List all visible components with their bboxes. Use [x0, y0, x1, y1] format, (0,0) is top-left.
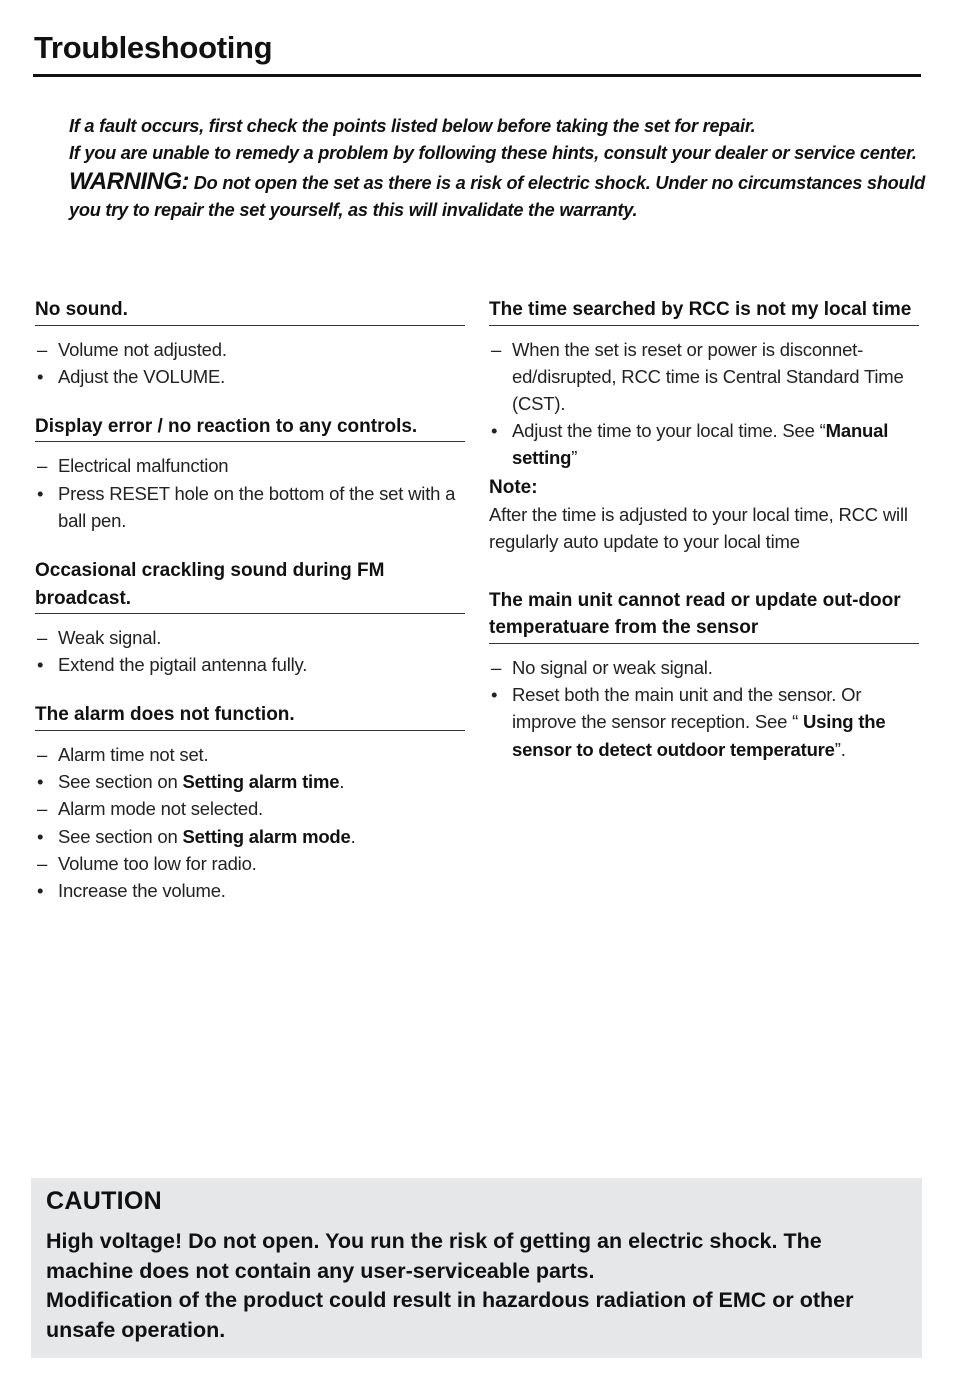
dash-mark: –: [37, 743, 48, 765]
fix-suffix: .: [350, 825, 356, 847]
fix-text: Adjust the time to your local time. See “: [512, 420, 826, 442]
section-no-sound: [35, 296, 465, 390]
cause-item: [35, 795, 465, 822]
section-heading: The alarm does not function.: [35, 701, 465, 731]
cause-item: [489, 654, 919, 681]
right-column: [489, 296, 919, 786]
cause-item: [35, 741, 465, 768]
warning-text: Do not open the set as there is a risk of electric shock. Under no circumstances should you try to repair the set yourself, as this will invalidate the warranty.: [69, 172, 926, 220]
dash-mark: –: [37, 455, 48, 477]
bullet-mark: •: [37, 365, 44, 387]
dash-mark: –: [37, 798, 48, 820]
title-divider: [33, 74, 921, 77]
section-sensor: [489, 587, 919, 763]
intro-block: [69, 113, 929, 224]
fix-suffix: ”: [571, 447, 578, 469]
fix-item: [35, 651, 465, 678]
bullet-mark: •: [491, 420, 498, 442]
fix-text: Increase the volume.: [58, 879, 226, 901]
fix-text: Extend the pigtail antenna fully.: [58, 654, 308, 676]
cause-text: When the set is reset or power is disconnet-ed/disrupted, RCC time is Central Standard Time (CST).: [512, 338, 904, 414]
bullet-mark: •: [37, 879, 44, 901]
fix-link-text: Using the sensor to detect outdoor temperature: [512, 711, 886, 760]
section-alarm: [35, 701, 465, 904]
page-title: Troubleshooting: [34, 30, 273, 65]
caution-title: CAUTION: [46, 1187, 162, 1215]
fix-text: Press RESET hole on the bottom of the set with a ball pen.: [58, 482, 456, 531]
fix-text: See section on: [58, 825, 183, 847]
caution-box: [31, 1178, 922, 1358]
caution-body: [46, 1227, 907, 1345]
fix-suffix: ”.: [834, 738, 846, 760]
bullet-mark: •: [491, 684, 498, 706]
fix-item: [35, 823, 465, 850]
cause-item: [35, 336, 465, 363]
fix-link-text: Setting alarm time: [182, 771, 340, 793]
caution-line-2: Modification of the product could result in hazardous radiation of EMC or other unsafe operation.: [46, 1288, 854, 1342]
fix-item: [489, 417, 919, 471]
warning-paragraph: [69, 168, 929, 225]
fix-suffix: .: [339, 771, 345, 793]
dash-mark: –: [37, 338, 48, 360]
cause-text: Volume too low for radio.: [58, 852, 257, 874]
bullet-mark: •: [37, 482, 44, 504]
section-heading: The time searched by RCC is not my local time: [489, 296, 919, 326]
section-heading: No sound.: [35, 296, 465, 326]
fix-link-text: Manual setting: [512, 420, 889, 469]
dash-mark: –: [37, 852, 48, 874]
section-rcc-time: [489, 296, 919, 555]
bullet-mark: •: [37, 771, 44, 793]
warning-label: WARNING:: [69, 167, 189, 195]
fix-item: [35, 363, 465, 390]
cause-text: Alarm time not set.: [58, 743, 209, 765]
bullet-mark: •: [37, 654, 44, 676]
cause-item: [35, 850, 465, 877]
dash-mark: –: [37, 627, 48, 649]
section-crackling: [35, 557, 465, 678]
fix-item: [489, 681, 919, 763]
section-heading: The main unit cannot read or update out-door temperatuare from the sensor: [489, 587, 919, 644]
left-column: [35, 296, 465, 927]
cause-item: [35, 624, 465, 651]
cause-text: Electrical malfunction: [58, 455, 229, 477]
cause-item: [489, 336, 919, 418]
cause-text: Weak signal.: [58, 627, 162, 649]
intro-line-1: If a fault occurs, first check the points listed below before taking the set for repair.: [69, 116, 756, 136]
fix-text: Adjust the VOLUME.: [58, 365, 226, 387]
cause-item: [35, 452, 465, 479]
fix-item: [35, 480, 465, 534]
fix-item: [35, 768, 465, 795]
cause-text: No signal or weak signal.: [512, 656, 713, 678]
section-heading: Occasional crackling sound during FM broadcast.: [35, 557, 465, 614]
note-text: After the time is adjusted to your local time, RCC will regularly auto update to your local time: [489, 503, 908, 552]
note-label: Note:: [489, 476, 538, 498]
cause-text: Alarm mode not selected.: [58, 798, 263, 820]
section-heading: Display error / no reaction to any controls.: [35, 413, 465, 443]
fix-text: Reset both the main unit and the sensor. Or improve the sensor reception. See “: [512, 684, 862, 733]
intro-line-2: If you are unable to remedy a problem by following these hints, consult your dealer or service center.: [69, 143, 917, 164]
caution-line-1: High voltage! Do not open. You run the risk of getting an electric shock. The machine does not contain any user-serviceable parts.: [46, 1229, 822, 1283]
fix-link-text: Setting alarm mode: [182, 825, 351, 847]
bullet-mark: •: [37, 825, 44, 847]
dash-mark: –: [491, 338, 502, 360]
dash-mark: –: [491, 656, 502, 678]
fix-item: [35, 877, 465, 904]
section-display-error: [35, 413, 465, 534]
fix-text: See section on: [58, 771, 183, 793]
cause-text: Volume not adjusted.: [58, 338, 227, 360]
